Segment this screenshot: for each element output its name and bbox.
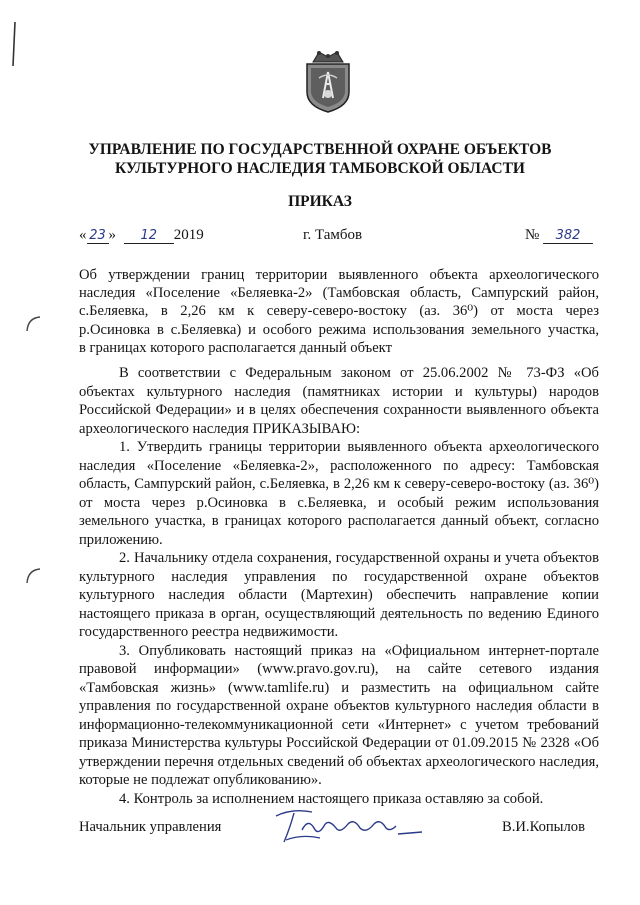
date-day: 23 xyxy=(87,228,109,244)
number-label: № xyxy=(525,227,540,243)
date-open-quote: « xyxy=(79,227,87,243)
order-number: 382 xyxy=(543,228,593,244)
order-body xyxy=(79,364,599,808)
date-year: 2019 xyxy=(173,227,204,243)
signatory-position: Начальник управления xyxy=(79,819,222,835)
tambov-coat-of-arms-icon xyxy=(301,48,355,114)
date-close-quote: » xyxy=(108,227,116,243)
subject-line: с.Беляевка, в 2,26 км к северу-северо-востоку (аз. 36⁰) от моста через xyxy=(79,303,599,320)
city-label: г. Тамбов xyxy=(303,227,363,243)
subject-line: р.Осиновка в с.Беляевка) и особого режима использования земельного участка, xyxy=(79,321,599,338)
subject-line: Об утверждении границ территории выявленного объекта археологического xyxy=(79,267,599,283)
agency-title-line-1: УПРАВЛЕНИЕ ПО ГОСУДАРСТВЕННОЙ ОХРАНЕ ОБЪЕКТОВ xyxy=(88,141,552,158)
order-subject xyxy=(79,266,599,357)
document-type-heading: ПРИКАЗ xyxy=(288,193,352,210)
agency-title-line-2: КУЛЬТУРНОГО НАСЛЕДИЯ ТАМБОВСКОЙ ОБЛАСТИ xyxy=(115,160,525,177)
order-item-1: 1. Утвердить границы территории выявленного объекта археологического наследия «Поселение «Беляевка-2», расположенного по адресу: Тамбовская область, Сампурский район, с.Беляевка, в 2,26 км к северу-северо-востоку (аз. 36⁰) от моста через р.Осиновка в с.Беляевка, и особый режим использования земельного участка, в границах которого располагается данный объект, согласно приложению. xyxy=(79,439,599,548)
handwritten-signature xyxy=(262,804,432,848)
preamble-paragraph: В соответствии с Федеральным законом от 25.06.2002 № 73-ФЗ «Об объектах культурного наследия (памятниках истории и культуры) народов Российской Федерации» и в целях обеспечения сохранности выявленного объекта археологического наследия ПРИКАЗЫВАЮ: xyxy=(79,365,599,437)
margin-stroke-icon xyxy=(8,20,20,70)
subject-line: в границах которого располагается данный объект xyxy=(79,339,392,356)
subject-line: наследия «Поселение «Беляевка-2» (Тамбовская область, Сампурский район, xyxy=(79,285,599,302)
order-item-4: 4. Контроль за исполнением настоящего приказа оставляю за собой. xyxy=(119,790,544,807)
date-month: 12 xyxy=(124,228,174,244)
order-number-field xyxy=(525,227,593,244)
order-item-3: 3. Опубликовать настоящий приказ на «Официальном интернет-портале правовой информации» (www.pravo.gov.ru), на сайте сетевого издания «Тамбовская жизнь» (www.tamlife.ru) и разместить на официальном сайте управления по государственной охране объектов культурного наследия области в информационно-телекоммуникационной сети «Интернет» с учетом требований приказа Министерства культуры Российской Федерации от 01.09.2015 № 2328 «Об утверждении перечня отдельных сведений об объектах археологического наследия, которые не подлежат опубликованию». xyxy=(79,642,599,788)
signatory-name: В.И.Копылов xyxy=(502,819,585,835)
date-field xyxy=(79,227,204,244)
punch-hole-mark-icon xyxy=(24,314,42,334)
punch-hole-mark-icon xyxy=(24,566,42,586)
order-item-2: 2. Начальнику отдела сохранения, государственной охраны и учета объектов культурного наследия управления по государственной охране объектов культурного наследия области (Мартехин) обеспечить направление копии настоящего приказа в орган, осуществляющий деятельность по ведению Единого государственного реестра недвижимости. xyxy=(79,550,599,640)
